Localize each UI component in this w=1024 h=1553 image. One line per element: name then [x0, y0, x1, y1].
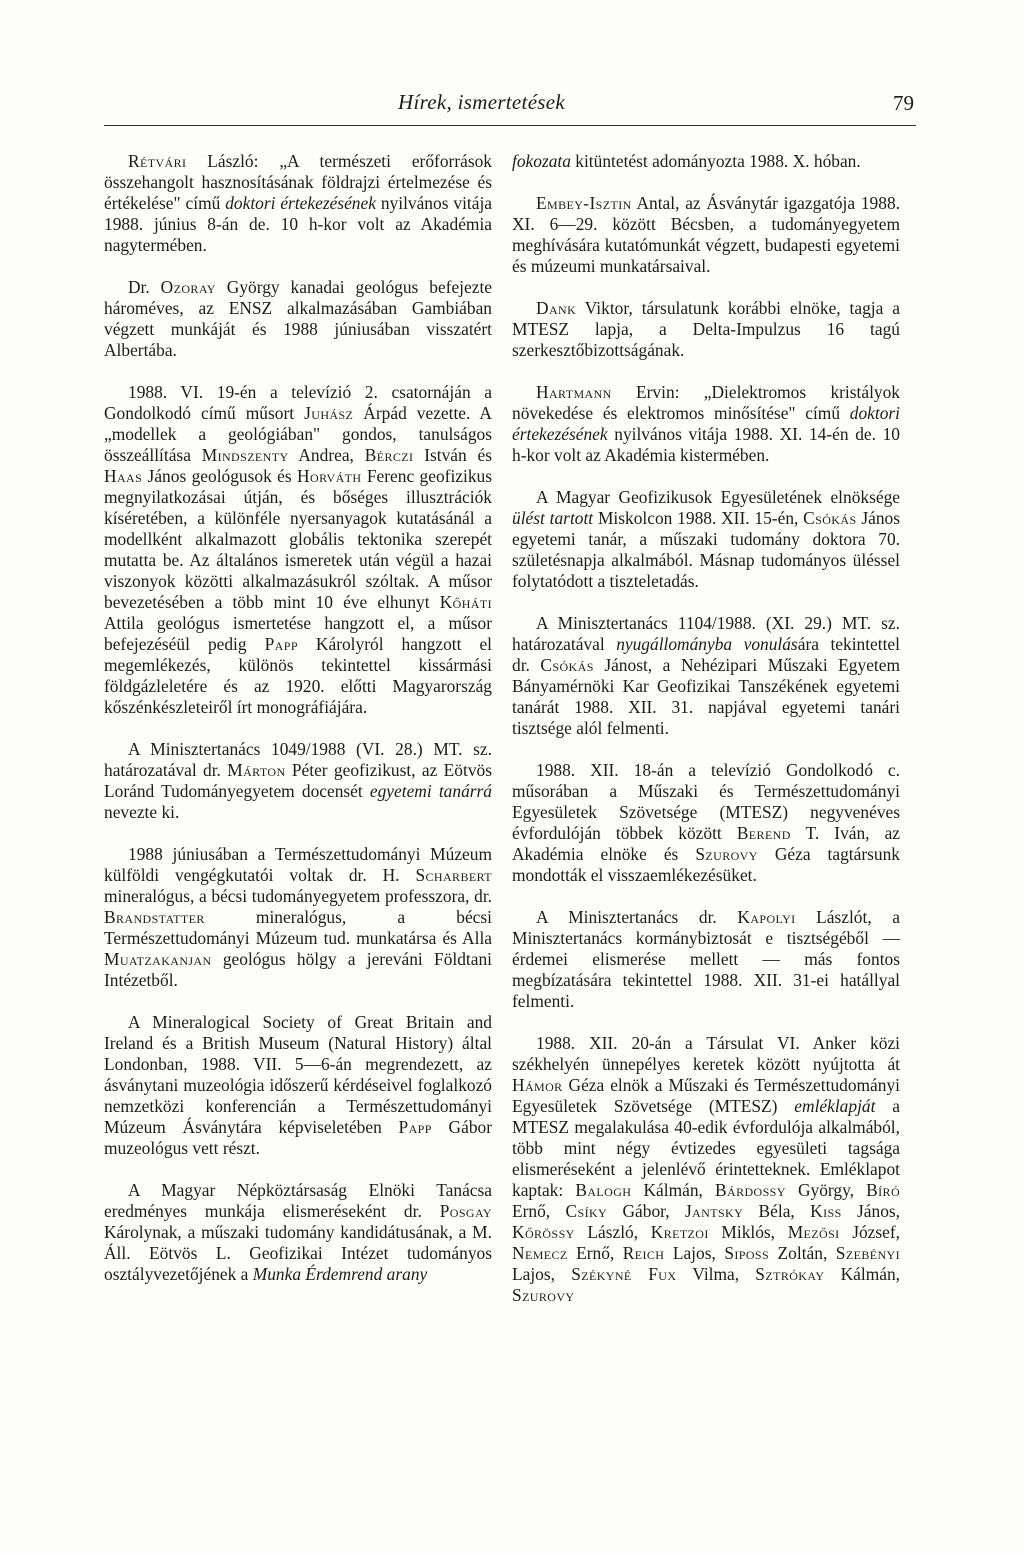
person-name: Csíky [565, 1201, 608, 1221]
news-item-dank: Dank Viktor, társulatunk korábbi elnöke, tagja a MTESZ lapja, a Delta-Impulzus 16 tagú szerkesztőbizottságának. [512, 298, 900, 360]
news-item-embey-isztin: Embey-Isztin Antal, az Ásványtár igazgatója 1988. XI. 6—29. között Bécsben, a tudományegyetem meghívására kutatómunkát végzett, budapesti egyetemi és múzeumi munkatársaival. [512, 193, 900, 276]
person-name: Hartmann [536, 382, 612, 402]
person-name: Ozoray [160, 277, 216, 297]
person-name: Csókás [803, 508, 857, 528]
person-name: Csókás [540, 655, 594, 675]
person-name: Mindszenty [201, 445, 289, 465]
person-name: Jantsky [684, 1201, 744, 1221]
news-item-csokas-retirement: A Minisztertanács 1104/1988. (XI. 29.) MT. sz. határozatával nyugállományba vonulására tekintettel dr. Csókás Jánost, a Nehézipari Műszaki Egyetem Bányamérnöki Kar Geofizikai Tanszékének egyetemi tanárát 1988. XII. 31. napjával egyetemi tanári tisztsége alól felmenti. [512, 613, 900, 738]
news-item-posgay-continued: fokozata kitüntetést adományozta 1988. X. hóban. [512, 151, 861, 171]
person-name: Muatzakanjan [104, 949, 212, 969]
news-item-marton: A Minisztertanács 1049/1988 (VI. 28.) MT. sz. határozatával dr. Márton Péter geofizikust, az Eötvös Loránd Tudományegyetem docensét egyetemi tanárrá nevezte ki. [104, 739, 492, 822]
person-name: Kőrössy [512, 1222, 575, 1242]
person-name: Papp [398, 1117, 432, 1137]
person-name: Székyné Fux [571, 1264, 677, 1284]
person-name: Kapolyi [737, 907, 796, 927]
person-name: Posgay [439, 1201, 492, 1221]
person-name: Márton [227, 760, 286, 780]
header-rule [104, 125, 916, 126]
person-name: Mezősi [787, 1222, 840, 1242]
person-name: Haas [104, 466, 143, 486]
person-name: Dank [536, 298, 577, 318]
person-name: Hámor [512, 1075, 563, 1095]
page-number: 79 [893, 91, 914, 115]
news-item-television-1988-xii-18: 1988. XII. 18-án a televízió Gondolkodó c. műsorában a Műszaki és Természettudományi Egyesületek Szövetsége (MTESZ) negyvenéves évfordulóján többek között Berend T. Iván, az Akadémia elnöke és Szurovy Géza tagtársunk mondották el visszaemlékezésüket. [512, 760, 901, 885]
news-item-kapolyi: A Minisztertanács dr. Kapolyi Lászlót, a Minisztertanács kormánybiztosát e tisztségéből — érdemei elismerése mellett — más fontos megbízatására tekintettel 1988. XII. 31-ei hatállyal felmenti. [512, 907, 901, 1011]
right-column [512, 151, 900, 1306]
person-name: Sztrókay [755, 1264, 825, 1284]
person-name: Juhász [304, 403, 354, 423]
person-name: Bíró [866, 1180, 901, 1200]
news-item-london-conference: A Mineralogical Society of Great Britain and Ireland és a British Museum (Natural History) által Londonban, 1988. VII. 5—6-án megrendezett, az ásványtani muzeológia időszerű kérdéseivel foglalkozó nemzetközi konferencián a Természettudományi Múzeum Ásványtára képviseletében Papp Gábor muzeológus vett részt. [104, 1012, 492, 1158]
person-name: Nemecz [512, 1243, 568, 1263]
news-item-mgge-meeting: A Magyar Geofizikusok Egyesületének elnöksége ülést tartott Miskolcon 1988. XII. 15-én, Csókás János egyetemi tanár, a műszaki tudomány doktora 70. születésnapja alkalmából. Másnap tudományos üléssel folytatódott a tiszteletadás. [512, 487, 900, 591]
person-name: Kőháti [439, 592, 492, 612]
person-name: Szurovy [512, 1285, 575, 1305]
running-head: Hírek, ismertetések [398, 90, 566, 114]
news-item-mtesz-memorial-sheets: 1988. XII. 20-án a Társulat VI. Anker közi székhelyén ünnepélyes keretek között nyújtotta át Hámor Géza elnök a Műszaki és Természettudományi Egyesületek Szövetsége (MTESZ) emléklapját a MTESZ megalakulása 40-edik évfordulója alkalmából, több mint négy évtizedes egyesületi tagsága elismeréseként a jelenlévő érintetteknek. Emléklapot kaptak: Balogh Kálmán, Bárdossy György, Bíró Ernő, Csíky Gábor, Jantsky Béla, Kiss János, Kőrössy László, Kretzoi Miklós, Mezősi József, Nemecz Ernő, Reich Lajos, Siposs Zoltán, Szebényi Lajos, Székyné Fux Vilma, Sztrókay Kálmán, Szurovy [512, 1033, 901, 1305]
person-name: Bérczi [364, 445, 414, 465]
left-column [104, 151, 492, 1285]
person-name: Szebényi [835, 1243, 900, 1263]
news-item-hartmann: Hartmann Ervin: „Dielektromos kristályok növekedése és elektromos minősítése" című doktori értekezésének nyilvános vitája 1988. XI. 14-én de. 10 h-kor volt az Akadémia kistermében. [512, 382, 900, 465]
news-item-visiting-researchers: 1988 júniusában a Természettudományi Múzeum külföldi vengégkutatói voltak dr. H. Scharbert mineralógus, a bécsi tudományegyetem professzora, dr. Brandstatter mineralógus, a bécsi Természettudományi Múzeum tud. munkatársa és Alla Muatzakanjan geológus hölgy a jereváni Földtani Intézetből. [104, 844, 492, 990]
person-name: Szurovy [695, 844, 758, 864]
person-name: Papp [264, 634, 298, 654]
person-name: Kiss [810, 1201, 842, 1221]
news-item-posgay: A Magyar Népköztársaság Elnöki Tanácsa eredményes munkája elismeréseként dr. Posgay Károlynak, a műszaki tudomány kandidátusának, a M. Áll. Eötvös L. Geofizikai Intézet tudományos osztályvezetőjének a Munka Érdemrend arany [104, 1180, 492, 1284]
person-name: Scharbert [415, 865, 492, 885]
person-name: Bárdossy [715, 1180, 786, 1200]
person-name: Brandstatter [104, 907, 205, 927]
news-item-ozoray: Dr. Ozoray György kanadai geológus befejezte hároméves, az ENSZ alkalmazásában Gambiában végzett munkáját és 1988 júniusában visszatért Albertába. [104, 277, 492, 360]
person-name: Rétvári [128, 151, 187, 171]
person-name: Kretzoi [650, 1222, 709, 1242]
person-name: Berend [736, 823, 791, 843]
news-item-television-1988-vi-19: 1988. VI. 19-én a televízió 2. csatornáján a Gondolkodó című műsort Juhász Árpád vezette. A „modellek a geológiában" gondos, tanulságos összeállítása Mindszenty Andrea, Bérczi István és Haas János geológusok és Horváth Ferenc geofizikus megnyilatkozásai útján, és bőséges illusztrációk kíséretében, a különféle nyersanyagok kutatásánál a modellként alkalmazott globális tektonika szerepét mutatta be. Az általános ismeretek után végül a hazai viszonyok közötti alkalmazásukról szóltak. A műsor bevezetésében a több mint 10 éve elhunyt Kőháti Attila geológus ismertetése hangzott el, a műsor befejezéséül pedig Papp Károlyról hangzott el megemlékezés, különös tekintettel kissármási földgázleletére és az 1920. előtti Magyarország kőszénkészleteiről írt monográfiájára. [104, 382, 492, 717]
person-name: Siposs [724, 1243, 770, 1263]
person-name: Reich [622, 1243, 665, 1263]
person-name: Horváth [297, 466, 362, 486]
news-item-retvari: Rétvári László: „A természeti erőforrások összehangolt hasznosításának földrajzi értelmezése és értékelése" című doktori értekezésének nyilvános vitája 1988. június 8-án de. 10 h-kor volt az Akadémia nagytermében. [104, 151, 492, 255]
person-name: Balogh [575, 1180, 632, 1200]
person-name: Embey-Isztin [536, 193, 632, 213]
